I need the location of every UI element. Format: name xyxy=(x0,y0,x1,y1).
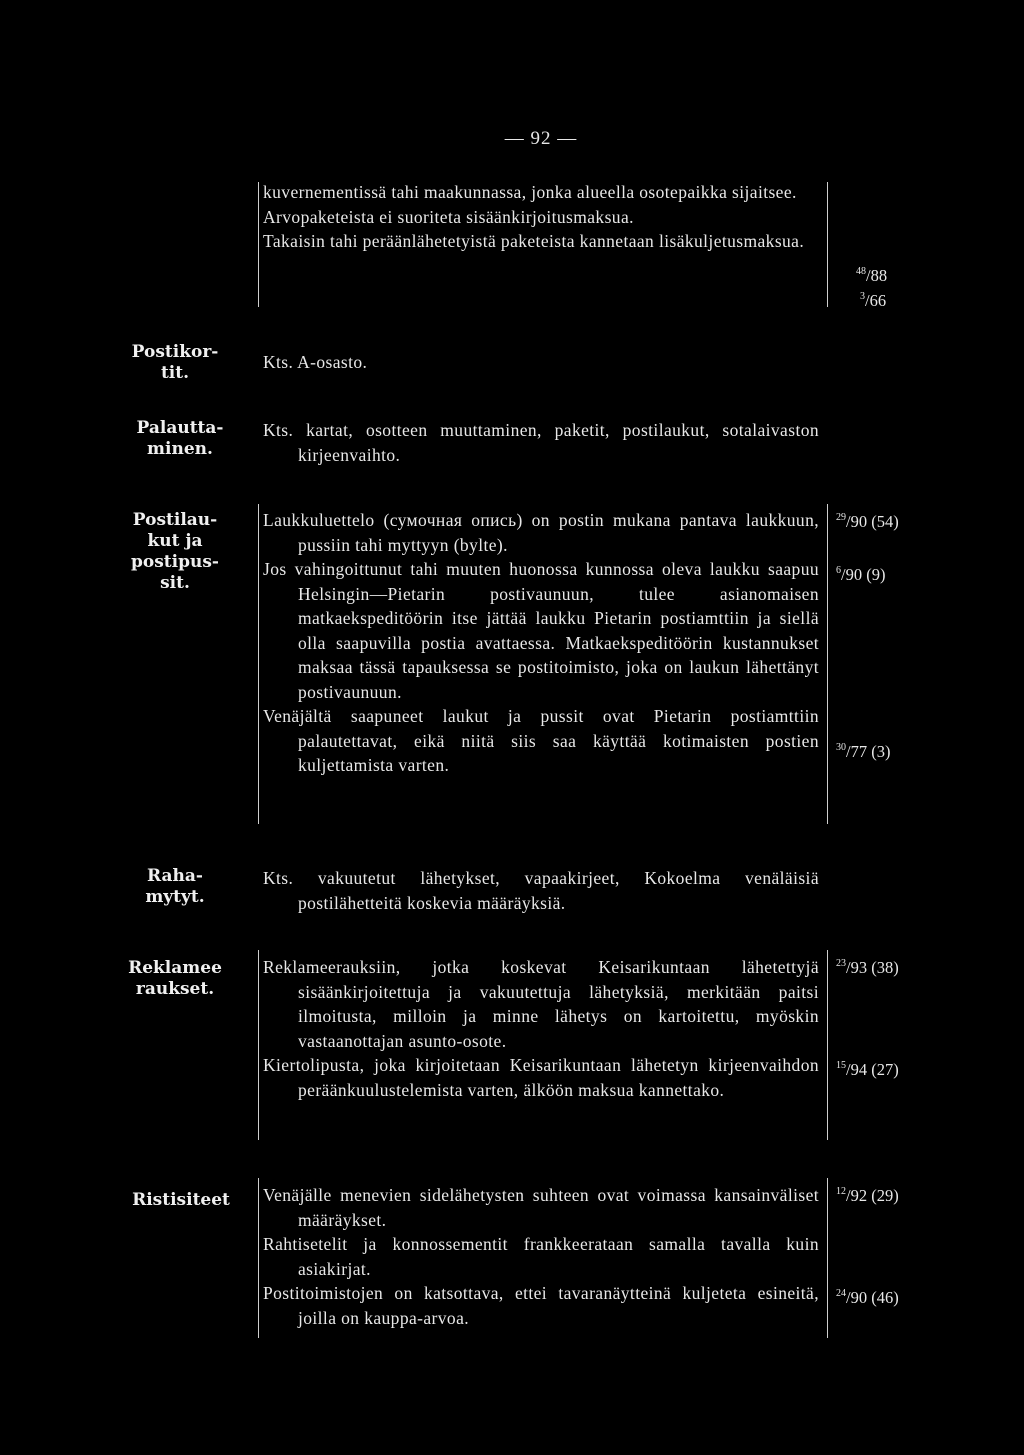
column-rule-right-bottom xyxy=(827,1178,828,1338)
column-rule-left-mid xyxy=(258,504,259,824)
paragraph: Rahtisetelit ja konnossementit frankkeerataan samalla tavalla kuin asiakirjat. xyxy=(263,1234,819,1279)
paragraph: kuvernementissä tahi maakunnassa, jonka alueella osotepaikka sijaitsee. xyxy=(263,182,797,202)
column-rule-right-lower xyxy=(827,950,828,1140)
reference: $^{48}$/88 xyxy=(856,266,888,285)
section-body xyxy=(263,955,819,1102)
section-body xyxy=(263,1183,819,1330)
column-rule-left-bottom xyxy=(258,1178,259,1338)
column-rule-left-upper xyxy=(258,182,259,307)
section-heading: Postilau- kut ja postipus- sit. xyxy=(131,510,219,593)
section-body xyxy=(263,866,819,915)
section-body xyxy=(263,418,819,467)
paragraph: Venäjältä saapuneet laukut ja pussit ovat Pietarin postiamttiin palautettavat, eikä niitä siis saa käyttää kotimaisten postien kuljettamista varten. xyxy=(263,706,819,775)
reference: $^{30}$/77 (3) xyxy=(836,742,891,761)
column-rule-right-upper xyxy=(827,182,828,307)
reference: $^6$/90 (9) xyxy=(836,565,886,584)
column-rule-left-lower xyxy=(258,950,259,1140)
paragraph: Arvopaketeista ei suoriteta sisäänkirjoitusmaksua. xyxy=(263,206,634,227)
page-number: — 92 — xyxy=(504,128,578,149)
reference: $^{23}$/93 (38) xyxy=(836,958,899,977)
section-body xyxy=(263,180,819,254)
paragraph: Venäjälle menevien sidelähetysten suhteen ovat voimassa kansainväliset määräykset. xyxy=(263,1185,819,1230)
section-heading: Ristisiteet xyxy=(132,1190,230,1210)
section-heading: Postikor- tit. xyxy=(131,342,219,383)
column-rule-right-mid xyxy=(827,504,828,824)
section-heading: Reklamee raukset. xyxy=(128,958,222,999)
paragraph: Kiertolipusta, joka kirjoitetaan Keisarikuntaan lähetetyn kirjeenvaihdon peräänkuulustelemista varten, älköön maksua kannettako. xyxy=(263,1055,819,1100)
paragraph: Kts. kartat, osotteen muuttaminen, paketit, postilaukut, sotalaivaston kirjeenvaihto. xyxy=(263,420,819,465)
reference: $^{15}$/94 (27) xyxy=(836,1060,899,1079)
section-body xyxy=(263,350,819,375)
paragraph: Kts. vakuutetut lähetykset, vapaakirjeet, Kokoelma venäläisiä postilähetteitä koskevia määräyksiä. xyxy=(263,868,819,913)
paragraph: Postitoimistojen on katsottava, ettei tavaranäytteinä kuljeteta esineitä, joilla on kauppa-arvoa. xyxy=(263,1283,819,1328)
paragraph: Reklameerauksiin, jotka koskevat Keisarikuntaan lähetettyjä sisäänkirjoitettuja ja vakuutettuja lähetyksiä, merkitään paitsi ilmoitusta, milloin ja minne lähetys on kartoitettu, myöskin vastaanottajan asunto-osote. xyxy=(263,957,819,1051)
section-heading: Palautta- minen. xyxy=(136,418,224,459)
paragraph: Takaisin tahi peräänlähetetyistä paketeista kannetaan lisäkuljetusmaksua. xyxy=(263,231,805,251)
section-body xyxy=(263,508,819,778)
reference: $^{12}$/92 (29) xyxy=(836,1186,899,1205)
paragraph: Laukkuluettelo (сумочная опись) on postin mukana pantava laukkuun, pussiin tahi myttyyn (bylte). xyxy=(263,510,819,555)
reference: $^3$/66 xyxy=(860,291,887,310)
reference: $^{29}$/90 (54) xyxy=(836,512,899,531)
paragraph: Jos vahingoittunut tahi muuten huonossa kunnossa oleva laukku saapuu Helsingin—Pietarin postivaunuun, tulee asianomaisen matkaekspeditöörin itse jättää laukku Pietarin postiamttiin ja siellä olla saapuvilla postia avattaessa. Matkaekspeditöörin kustannukset maksaa tässä tapauksessa se postitoimisto, joka on laukun lähettänyt postivaunuun. xyxy=(263,559,819,702)
reference: $^{24}$/90 (46) xyxy=(836,1288,899,1307)
section-heading: Raha- mytyt. xyxy=(145,866,205,907)
paragraph: Kts. A-osasto. xyxy=(263,352,368,372)
